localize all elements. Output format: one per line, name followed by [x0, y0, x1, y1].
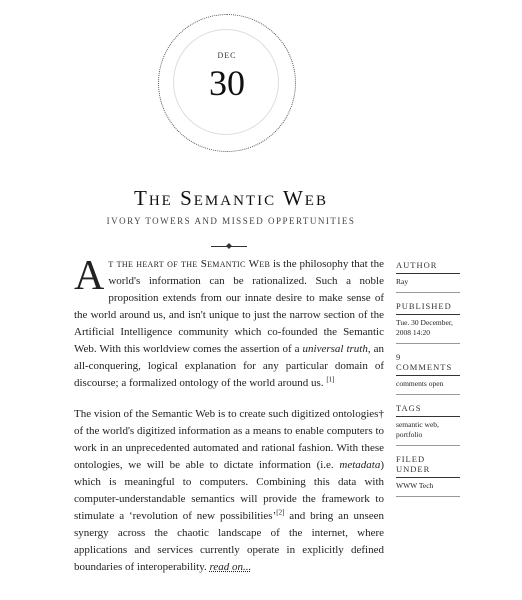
- post-subtitle: IVORY TOWERS AND MISSED OPPERTUNITIES: [106, 216, 356, 226]
- tags-links[interactable]: semantic web, portfolio: [396, 416, 460, 446]
- post-title[interactable]: The Semantic Web: [134, 186, 328, 210]
- date-month: DEC: [217, 51, 237, 60]
- published-label: PUBLISHED: [396, 301, 452, 311]
- filed-under-label: FILED UNDER: [396, 454, 431, 474]
- category-link[interactable]: WWW Tech: [396, 477, 460, 497]
- post-meta-sidebar: [396, 256, 460, 501]
- paragraph-text: is the philosophy that the world's information can be rationalized. Such a noble proposition extends from our innate desire to make sense of the world around us, and isn't unique to just the narrow section of the Artificial Intelligence community which co-founded the Semantic Web. With this worldview comes the assertion of a: [74, 258, 384, 355]
- paragraph-text: and bring an unseen synergy across the chaotic landscape of the internet, where applications and services currently operate in explicitly defined boundaries of interoperability.: [74, 510, 384, 573]
- divider-ornament: [211, 243, 247, 249]
- article-paragraph: [74, 253, 384, 392]
- comments-status: comments open: [396, 375, 460, 395]
- emphasis-text: metadata: [339, 459, 381, 471]
- footnote-link[interactable]: [2]: [276, 508, 285, 517]
- published-date: Tue. 30 December, 2008 14:20: [396, 314, 460, 344]
- date-badge: [158, 14, 296, 152]
- emphasis-text: universal truth: [302, 343, 368, 355]
- read-more-link[interactable]: read on...: [209, 561, 252, 573]
- footnote-link[interactable]: [1]: [326, 375, 335, 384]
- article-body: [74, 253, 384, 590]
- paragraph-text: , an all-conquering, logical explanation for any particular domain of discourse; a formalized ontology of the world around us.: [74, 343, 384, 389]
- lead-in-caps: t the heart of the Semantic Web: [108, 258, 271, 270]
- comments-label[interactable]: 9 COMMENTS: [396, 352, 453, 372]
- paragraph-text: ) which is meaningful to computers. Combining this data with computer-understandable semantics will provide the framework to stimulate a ‘revolution of new possibilities’: [74, 459, 384, 522]
- drop-cap: A: [74, 253, 105, 299]
- article-paragraph: [74, 406, 384, 576]
- author-label: AUTHOR: [396, 260, 438, 270]
- paragraph-text: The vision of the Semantic Web is to create such digitized ontologies† of the world's digitized information as a means to enable computers to work in an unprecedented automated and rational fashion. With these ontologies, we will be able to dictate information (i.e.: [74, 408, 384, 471]
- date-day: 30: [209, 63, 245, 103]
- tags-label: TAGS: [396, 403, 422, 413]
- author-link[interactable]: Ray: [396, 273, 460, 293]
